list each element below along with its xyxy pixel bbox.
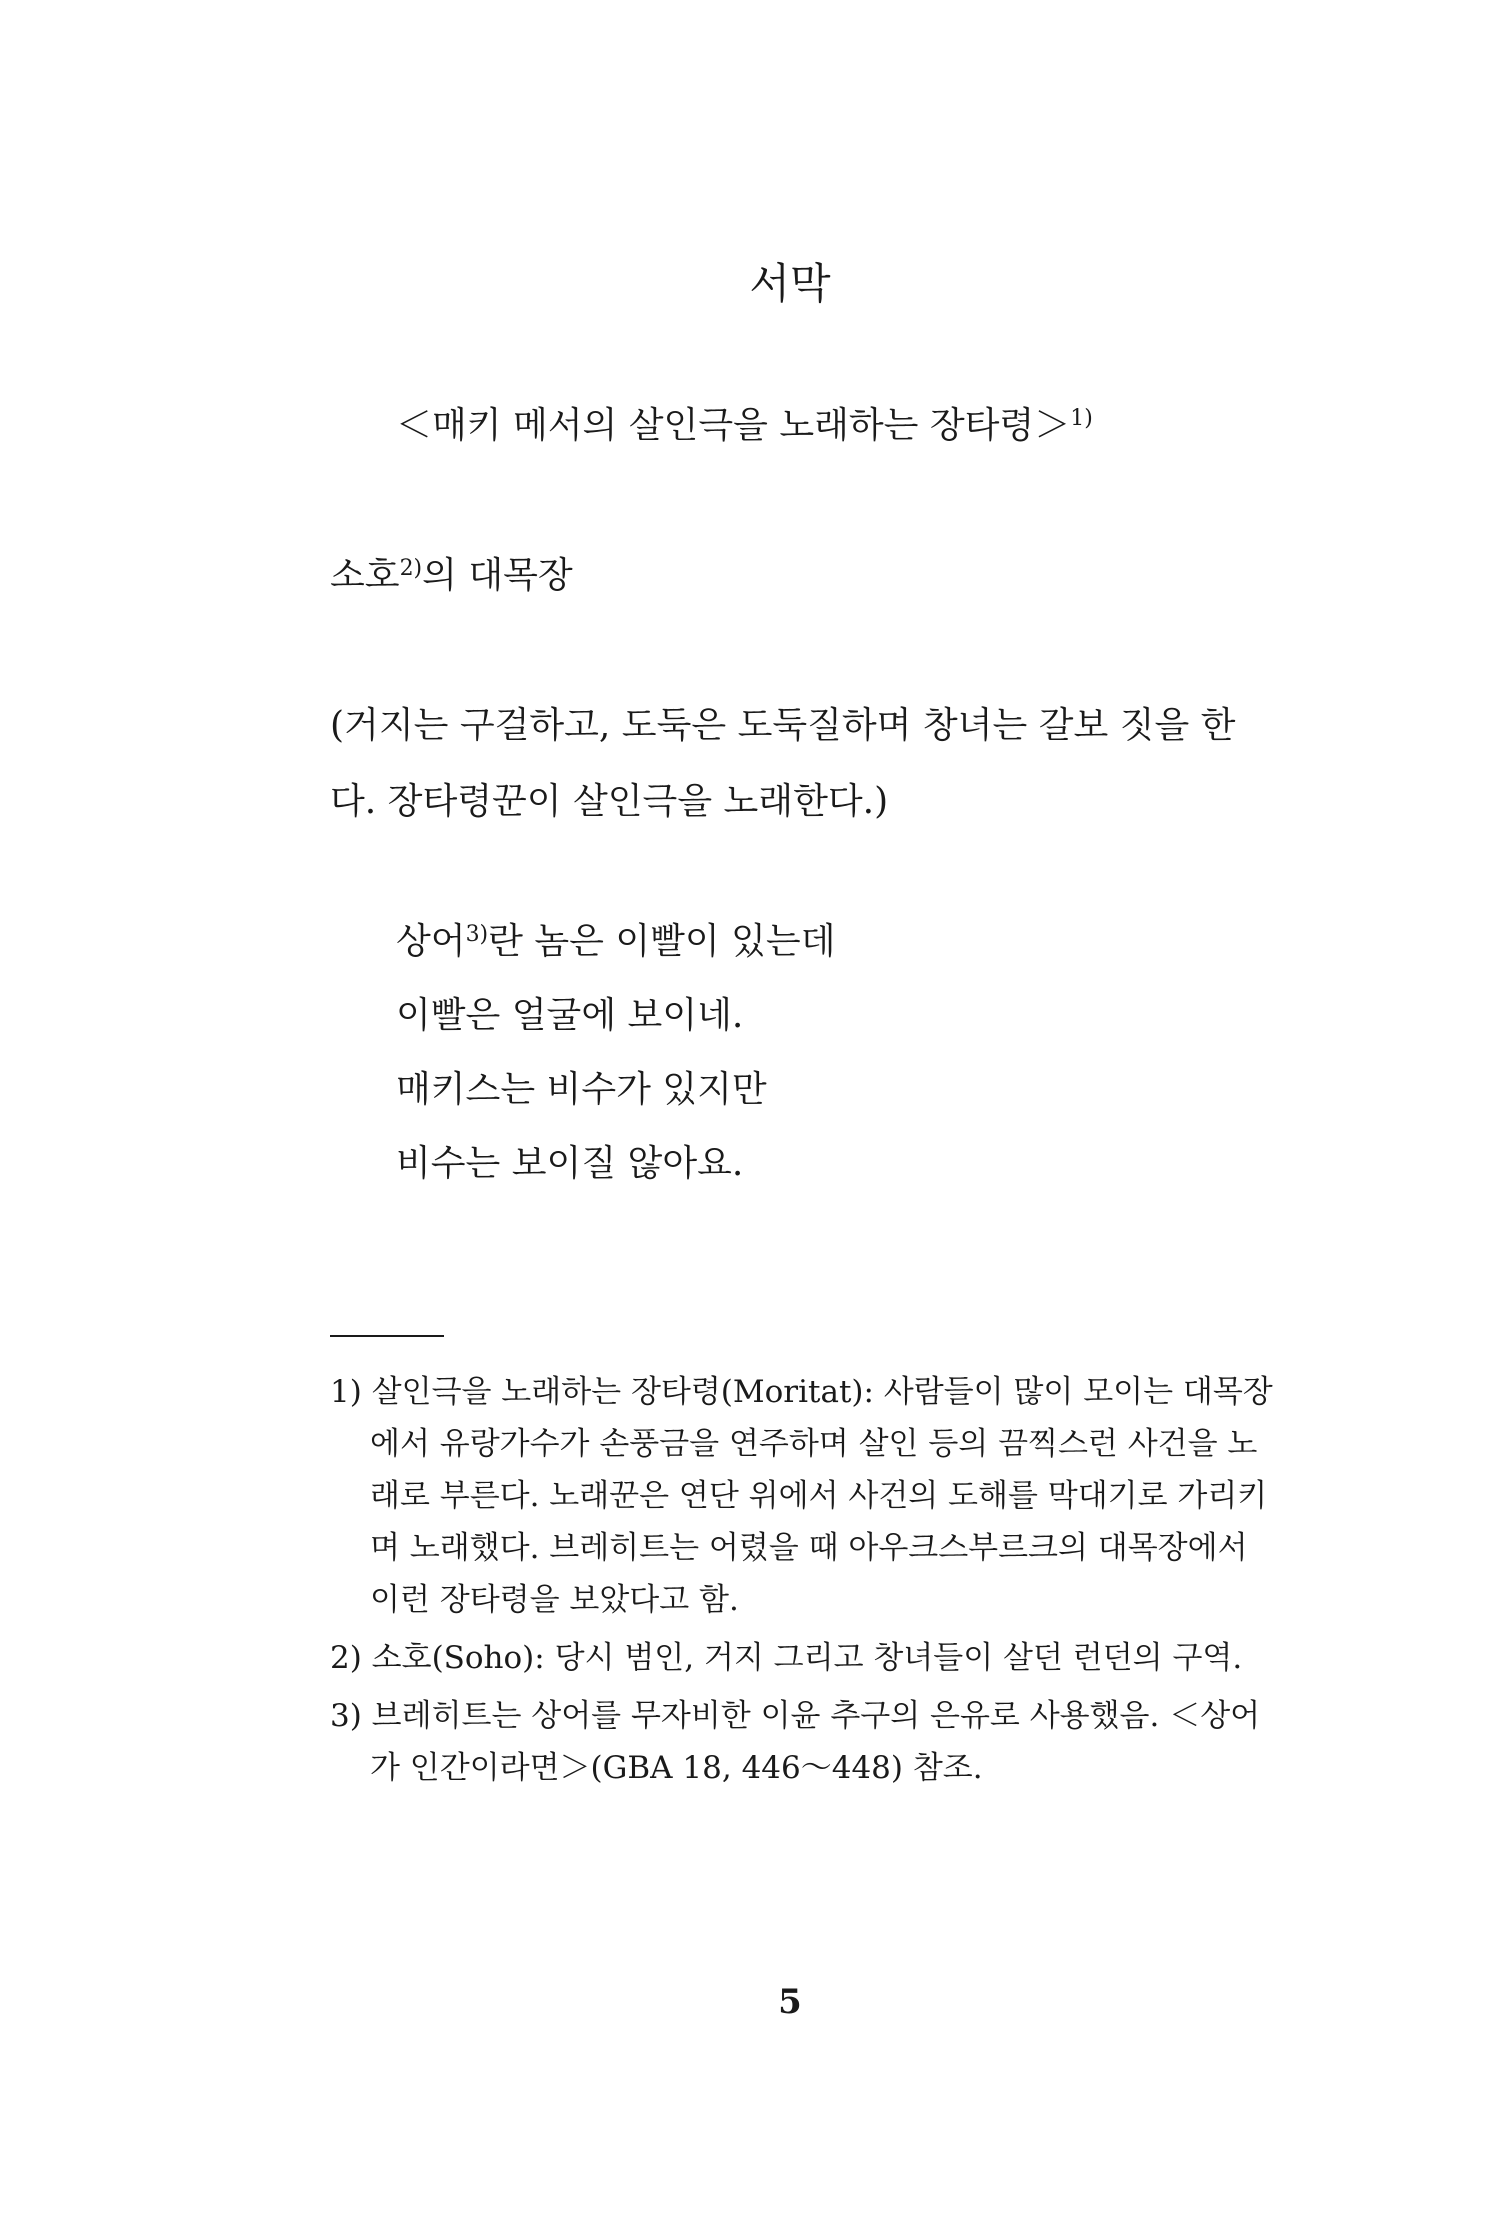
footnote-ref-1[interactable]: 1): [1070, 406, 1093, 431]
scene-heading: [330, 548, 573, 604]
footnote-1-line: 래로 부른다. 노래꾼은 연단 위에서 사건의 도해를 막대기로 가리키: [370, 1478, 1268, 1514]
footnote-ref-3[interactable]: 3): [465, 922, 489, 947]
stage-direction-line: 다. 장타령꾼이 살인극을 노래한다.): [330, 781, 889, 822]
footnote-1-line: 이런 장타령을 보았다고 함.: [370, 1582, 739, 1618]
footnote-separator: [330, 1335, 444, 1337]
chapter-title: 서막: [749, 259, 831, 308]
scene-suffix: 의 대목장: [422, 555, 573, 596]
page-number: 5: [778, 1982, 802, 2022]
verse-line: 매키스는 비수가 있지만: [396, 1069, 767, 1110]
footnote-2-line: 2) 소호(Soho): 당시 범인, 거지 그리고 창녀들이 살던 런던의 구역.: [330, 1640, 1243, 1676]
song-title-text: ＜매키 메서의 살인극을 노래하는 장타령＞: [396, 405, 1071, 446]
footnote-3-line: 3) 브레히트는 상어를 무자비한 이윤 추구의 은유로 사용했음. ＜상어: [330, 1698, 1261, 1734]
footnote-3-line: 가 인간이라면＞(GBA 18, 446～448) 참조.: [370, 1750, 983, 1786]
stage-direction-line: (거지는 구걸하고, 도둑은 도둑질하며 창녀는 갈보 짓을 한: [330, 705, 1236, 746]
verse-line: 이빨은 얼굴에 보이네.: [396, 995, 744, 1036]
footnote-1-line: 1) 살인극을 노래하는 장타령(Moritat): 사람들이 많이 모이는 대목장: [330, 1374, 1273, 1410]
footnote-ref-2[interactable]: 2): [399, 556, 423, 581]
song-title: [396, 398, 1093, 454]
verse-first-suffix: 란 놈은 이빨이 있는데: [488, 921, 836, 962]
footnote-1-line: 에서 유랑가수가 손풍금을 연주하며 살인 등의 끔찍스런 사건을 노: [370, 1426, 1258, 1462]
scene-prefix: 소호: [330, 555, 400, 596]
verse-line: [396, 914, 835, 970]
verse-line: 비수는 보이질 않아요.: [396, 1143, 744, 1184]
verse-first-prefix: 상어: [396, 921, 466, 962]
footnote-1-line: 며 노래했다. 브레히트는 어렸을 때 아우크스부르크의 대목장에서: [370, 1530, 1248, 1566]
